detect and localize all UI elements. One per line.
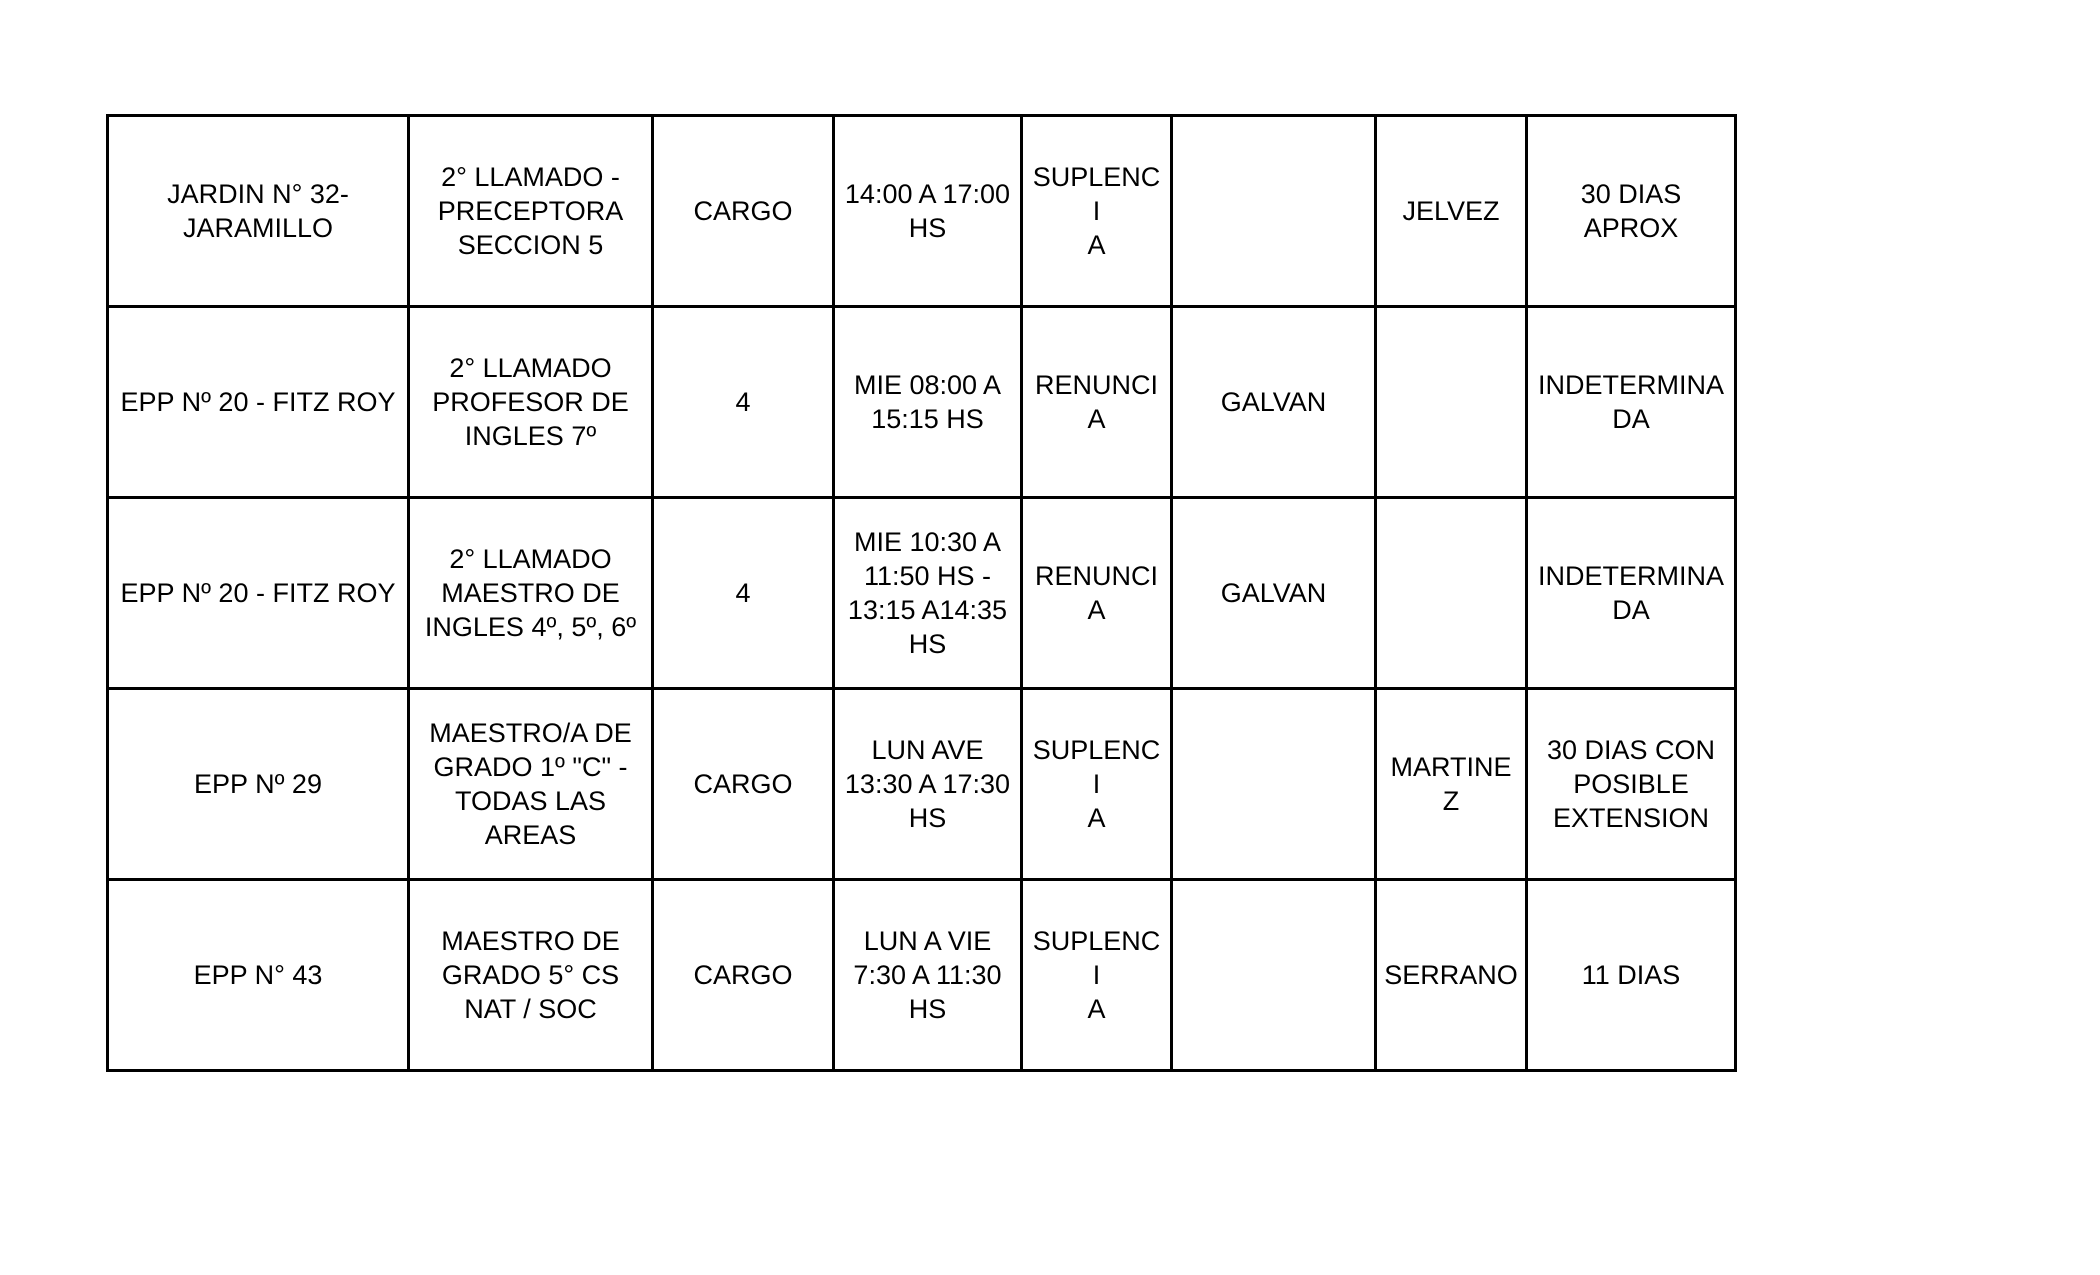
duration-cell: INDETERMINA DA	[1527, 498, 1736, 689]
schedule-cell: LUN AVE 13:30 A 17:30 HS	[834, 689, 1022, 880]
duration-cell: INDETERMINA DA	[1527, 307, 1736, 498]
duration-cell: 30 DIAS CON POSIBLE EXTENSION	[1527, 689, 1736, 880]
holder-cell	[1376, 307, 1527, 498]
outgoing-cell	[1172, 116, 1376, 307]
table-row	[108, 880, 1736, 1071]
hours-cell: 4	[653, 307, 834, 498]
type-cell: RENUNCI A	[1022, 498, 1172, 689]
schedule-cell: 14:00 A 17:00 HS	[834, 116, 1022, 307]
schedule-cell: MIE 10:30 A 11:50 HS - 13:15 A14:35 HS	[834, 498, 1022, 689]
type-cell: SUPLENCI A	[1022, 689, 1172, 880]
holder-cell: MARTINEZ	[1376, 689, 1527, 880]
post-cell: MAESTRO DE GRADO 5° CS NAT / SOC	[409, 880, 653, 1071]
duration-cell: 30 DIAS APROX	[1527, 116, 1736, 307]
post-cell: MAESTRO/A DE GRADO 1º "C" - TODAS LAS AREAS	[409, 689, 653, 880]
hours-cell: CARGO	[653, 880, 834, 1071]
type-cell: SUPLENCI A	[1022, 880, 1172, 1071]
outgoing-cell	[1172, 880, 1376, 1071]
school-cell: JARDIN N° 32- JARAMILLO	[108, 116, 409, 307]
hours-cell: 4	[653, 498, 834, 689]
type-cell: SUPLENCI A	[1022, 116, 1172, 307]
school-cell: EPP N° 43	[108, 880, 409, 1071]
table-row	[108, 307, 1736, 498]
schedule-cell: LUN A VIE 7:30 A 11:30 HS	[834, 880, 1022, 1071]
schedule-cell: MIE 08:00 A 15:15 HS	[834, 307, 1022, 498]
hours-cell: CARGO	[653, 116, 834, 307]
school-cell: EPP Nº 20 - FITZ ROY	[108, 307, 409, 498]
outgoing-cell	[1172, 689, 1376, 880]
type-cell: RENUNCI A	[1022, 307, 1172, 498]
duration-cell: 11 DIAS	[1527, 880, 1736, 1071]
post-cell: 2° LLAMADO PROFESOR DE INGLES 7º	[409, 307, 653, 498]
school-cell: EPP Nº 29	[108, 689, 409, 880]
post-cell: 2° LLAMADO - PRECEPTORA SECCION 5	[409, 116, 653, 307]
holder-cell	[1376, 498, 1527, 689]
hours-cell: CARGO	[653, 689, 834, 880]
holder-cell: JELVEZ	[1376, 116, 1527, 307]
post-cell: 2° LLAMADO MAESTRO DE INGLES 4º, 5º, 6º	[409, 498, 653, 689]
outgoing-cell: GALVAN	[1172, 498, 1376, 689]
school-cell: EPP Nº 20 - FITZ ROY	[108, 498, 409, 689]
outgoing-cell: GALVAN	[1172, 307, 1376, 498]
table-row	[108, 116, 1736, 307]
table-row	[108, 498, 1736, 689]
table-row	[108, 689, 1736, 880]
holder-cell: SERRANO	[1376, 880, 1527, 1071]
vacancies-table	[106, 114, 1737, 1072]
